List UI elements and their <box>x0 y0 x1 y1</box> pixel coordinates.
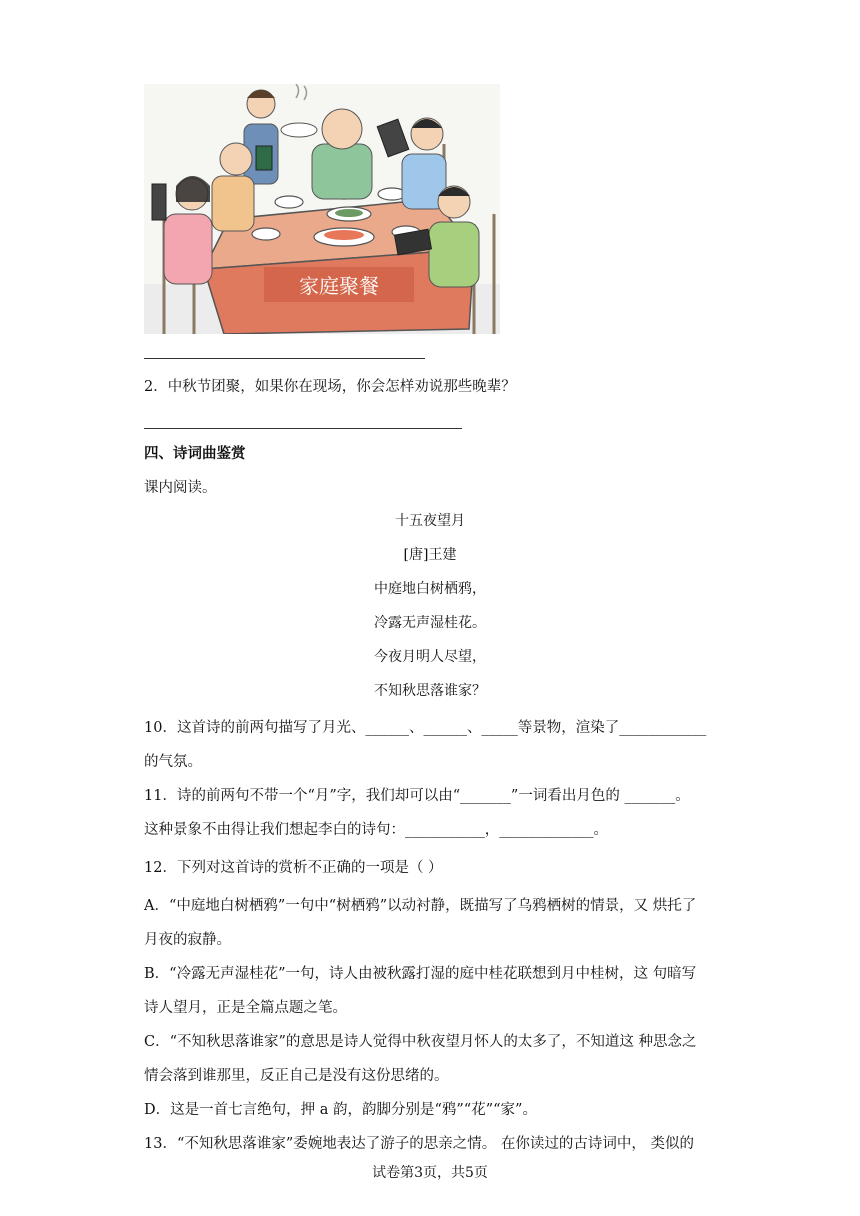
option-c: C．“不知秋思落谁家”的意思是诗人觉得中秋夜望月怀人的太多了，不知道这 种思念之 <box>144 1034 697 1050</box>
poem-line: 中庭地白树栖鸦， <box>374 581 486 597</box>
question-13: 13．“不知秋思落谁家”委婉地表达了游子的思亲之情。 在你读过的古诗词中， 类似的 <box>144 1136 694 1152</box>
answer-line <box>144 358 425 359</box>
poem-author: [唐]王建 <box>403 547 457 563</box>
option-a-cont: 月夜的寂静。 <box>144 932 231 948</box>
poem-line: 冷露无声湿桂花。 <box>374 615 486 631</box>
option-a: A．“中庭地白树栖鸦”一句中“树栖鸦”以动衬静，既描写了乌鸦栖树的情景，又 烘托了 <box>144 898 697 914</box>
poem-line: 今夜月明人尽望， <box>374 649 486 665</box>
question-10-cont: 的气氛。 <box>144 754 202 770</box>
question-12: 12．下列对这首诗的赏析不正确的一项是（ ） <box>144 860 443 876</box>
reading-intro: 课内阅读。 <box>144 480 217 496</box>
answer-line <box>144 428 462 429</box>
page-footer: 试卷第3页，共5页 <box>372 1165 488 1181</box>
poem-line: 不知秋思落谁家？ <box>374 683 486 699</box>
option-b-cont: 诗人望月，正是全篇点题之笔。 <box>144 1000 347 1016</box>
poem-title: 十五夜望月 <box>395 513 465 529</box>
question-10: 10．这首诗的前两句描写了月光、______、______、_____等景物，渲染了____________ <box>144 720 707 736</box>
option-c-cont: 情会落到谁那里，反正自己是没有这份思绪的。 <box>144 1068 449 1084</box>
illustration-banner: 家庭聚餐 <box>299 274 379 298</box>
family-dinner-illustration <box>144 84 500 334</box>
section-title: 四、诗词曲鉴赏 <box>144 446 246 462</box>
option-d: D．这是一首七言绝句，押 a 韵，韵脚分别是“鸦”“花”“家”。 <box>144 1102 537 1118</box>
question-11-cont: 这种景象不由得让我们想起李白的诗句：___________，_____________。 <box>144 822 608 838</box>
question-2: 2．中秋节团聚，如果你在现场，你会怎样劝说那些晚辈？ <box>144 379 516 395</box>
option-b: B．“冷露无声湿桂花”一句，诗人由被秋露打湿的庭中桂花联想到月中桂树，这 句暗写 <box>144 966 697 982</box>
question-11: 11．诗的前两句不带一个“月”字，我们却可以由“_______”一词看出月色的 _______。 <box>144 788 690 804</box>
